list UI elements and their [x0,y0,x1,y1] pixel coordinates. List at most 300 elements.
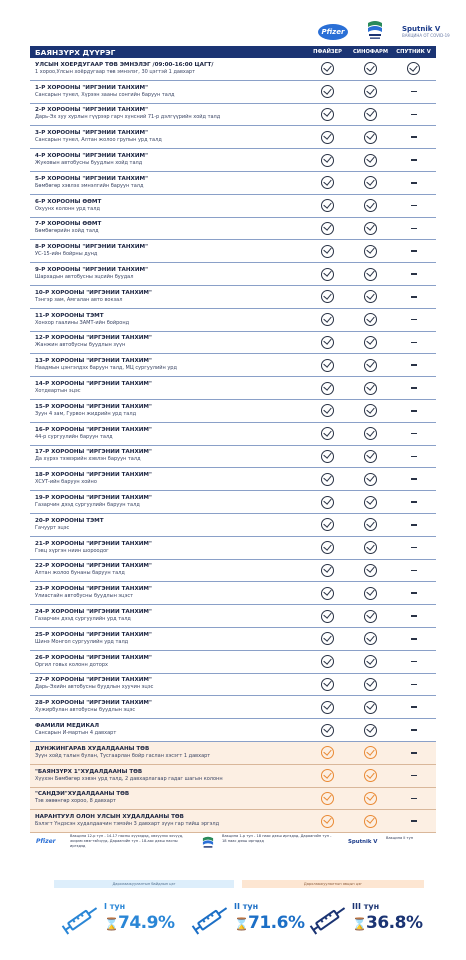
site-title: 16-Р ХОРООНЫ "ИРГЭНИЙ ТАНХИМ" [35,426,152,433]
site-title: 24-Р ХОРООНЫ "ИРГЭНИЙ ТАНХИМ" [35,609,152,616]
site-address: Гэвц хүргэн ниин шороодог [35,547,109,554]
cell-sinopharm [349,651,392,673]
dose-percent: 71.6% [248,913,305,933]
site-name [30,651,306,673]
site-address: Хүүхэн Бөмбөгөр хэвэн урд талд, 2 давхарлагаар гадаг шагын колонн [35,775,223,782]
table-row [30,446,436,469]
cell-sputnik [392,605,435,627]
site-title: ДУНЖИНГАРАВ ХУДАЛДААНЫ ТӨВ [35,745,150,752]
check-circle-icon [321,496,334,509]
cell-sputnik [392,309,435,331]
check-circle-icon [364,382,377,395]
cell-sinopharm [349,514,392,536]
check-circle-icon [364,724,377,737]
site-address: Да хүрээ тээвэрийн хэвлэн баруун талд [35,456,141,463]
dose-label: I тун [104,902,126,911]
dash-icon [411,615,417,617]
cell-pfizer [306,286,349,308]
cell-pfizer [306,354,349,376]
check-circle-icon [321,541,334,554]
check-circle-icon [364,496,377,509]
cell-sputnik [392,81,435,103]
site-address: Хонхор гаалины ЗАМТ-ийн бойронд [35,319,130,326]
site-name [30,605,306,627]
cell-sputnik [392,582,435,604]
dose-label: III тун [352,902,380,911]
check-circle-icon [364,176,377,189]
site-name [30,537,306,559]
check-circle-icon [321,313,334,326]
site-title: НАРАНТУУЛ ОЛОН УЛСЫН ХУДАЛДААНЫ ТӨВ [35,814,184,821]
site-address: Сансарын И-мартын 4 давхарт [35,730,117,736]
site-title: 7-Р ХОРООНЫ ӨӨМТ [35,221,102,228]
site-name [30,468,306,490]
site-title: ФАМИЛИ МЕДИКАЛ [35,723,99,729]
check-circle-icon [364,746,377,759]
site-name [30,560,306,582]
table-row [30,195,436,218]
site-title: 10-Р ХОРООНЫ "ИРГЭНИЙ ТАНХИМ" [35,289,152,296]
cell-sputnik [392,240,435,262]
check-circle-icon [364,62,377,75]
legend-sinopharm-logo [200,836,216,852]
check-circle-icon [321,792,334,805]
cell-sputnik [392,514,435,536]
cell-sinopharm [349,309,392,331]
site-address: Газарчин дээд сургуулийн урд талд [35,616,131,623]
syringe-icon [190,902,232,936]
cell-sputnik [392,400,435,422]
table-row [30,742,436,765]
site-name [30,674,306,696]
cell-pfizer [306,400,349,422]
site-title: 18-Р ХОРООНЫ "ИРГЭНИЙ ТАНХИМ" [35,472,152,479]
site-name [30,309,306,331]
stat-dose-2 [190,896,320,942]
cell-sinopharm [349,81,392,103]
check-circle-icon [321,632,334,645]
check-circle-icon [364,610,377,623]
site-address: Жанжин автобусны буудлын зүүн [35,342,126,349]
cell-sinopharm [349,400,392,422]
check-circle-icon [321,336,334,349]
check-circle-icon [364,792,377,805]
site-address: Зуун 4 зам, Гурвон жидрийн урд талд [35,410,137,417]
cell-sputnik [392,468,435,490]
table-row [30,696,436,719]
site-name [30,81,306,103]
dash-icon [411,661,417,663]
site-address: Сансарын тунел, Хүрээн зааны сонгийн баруун талд [35,91,175,98]
site-name [30,788,306,810]
table-row [30,286,436,309]
dash-icon [411,570,417,572]
site-address: Хужирбулан автобусны буудлын эцэс [35,707,136,714]
cell-pfizer [306,58,349,80]
cell-sputnik [392,149,435,171]
table-row [30,354,436,377]
site-name [30,400,306,422]
site-title: 8-Р ХОРООНЫ "ИРГЭНИЙ ТАНХИМ" [35,244,149,251]
pfizer-logo: Pfizer [318,24,348,40]
cell-sputnik [392,172,435,194]
cell-sputnik [392,788,435,810]
cell-sinopharm [349,696,392,718]
check-circle-icon [321,382,334,395]
stat-dose-3 [308,896,438,942]
cell-sinopharm [349,788,392,810]
table-row [30,468,436,491]
check-circle-icon [321,154,334,167]
cell-sputnik [392,651,435,673]
col-pfizer: ПФАЙЗЕР [313,49,342,55]
cell-sputnik [392,742,435,764]
site-name [30,423,306,445]
cell-pfizer [306,423,349,445]
check-circle-icon [364,199,377,212]
check-circle-icon [321,564,334,577]
cell-sputnik [392,58,435,80]
cell-sinopharm [349,605,392,627]
table-row [30,628,436,651]
site-name [30,149,306,171]
cell-sinopharm [349,582,392,604]
legend-sinopharm-text: Вакцина 1-р тун - 18 наас дээш иргэдэд. Дараагийн тун - 18 наас дээш иргэдэд [222,834,332,843]
site-title: 22-Р ХОРООНЫ "ИРГЭНИЙ ТАНХИМ" [35,563,152,570]
legend [30,832,436,862]
cell-sinopharm [349,377,392,399]
sputnik-logo-sub: ВАКЦИНА ОТ COVID-19 [402,33,450,38]
site-title: 13-Р ХОРООНЫ "ИРГЭНИЙ ТАНХИМ" [35,358,152,365]
site-address: Бөмбөгөрийн хойд талд [35,228,99,235]
check-circle-icon [364,404,377,417]
cell-pfizer [306,218,349,240]
check-circle-icon [321,108,334,121]
cell-sinopharm [349,286,392,308]
table-row [30,491,436,514]
cell-sinopharm [349,58,392,80]
site-address: Зүүн хойд талын булан, Тусгаарлан бойр гаслан хэсэгт 1 давхарт [35,752,211,759]
cell-sputnik [392,491,435,513]
cell-sinopharm [349,674,392,696]
table-row [30,400,436,423]
check-circle-icon [321,724,334,737]
cell-sputnik [392,377,435,399]
check-circle-icon [364,632,377,645]
site-address: Наадмын цэнгэлдэх баруун талд, МЦ сургуулийн урд [35,365,177,372]
cell-sputnik [392,218,435,240]
dash-icon [411,273,417,275]
dash-icon [411,501,417,503]
site-address: Оргил говьх колонн доторх [35,661,108,668]
site-name [30,126,306,148]
check-circle-icon [364,701,377,714]
cell-pfizer [306,81,349,103]
table-row [30,651,436,674]
site-title: 11-Р ХОРООНЫ ТЭМТ [35,312,104,319]
check-circle-icon [321,199,334,212]
table-row [30,58,436,81]
table-row [30,765,436,788]
site-address: Охуунх колонн урд талд [35,205,100,212]
dash-icon [411,205,417,207]
cell-pfizer [306,104,349,126]
cell-sinopharm [349,149,392,171]
table-row [30,788,436,811]
dash-icon [411,136,417,138]
site-name [30,58,306,80]
table-row [30,514,436,537]
site-address: Шархадын автобусны эцсийн буудал [35,274,134,281]
check-circle-icon [364,268,377,281]
table-row [30,674,436,697]
site-title: 4-Р ХОРООНЫ "ИРГЭНИЙ ТАНХИМ" [35,153,149,160]
check-circle-icon [321,62,334,75]
site-name [30,172,306,194]
site-title: 23-Р ХОРООНЫ "ИРГЭНИЙ ТАНХИМ" [35,586,152,593]
cell-sinopharm [349,104,392,126]
syringe-icon [60,902,102,936]
site-title: 28-Р ХОРООНЫ "ИРГЭНИЙ ТАНХИМ" [35,700,152,707]
site-name [30,263,306,285]
dash-icon [411,319,417,321]
check-circle-icon [321,655,334,668]
site-title: 12-Р ХОРООНЫ "ИРГЭНИЙ ТАНХИМ" [35,335,152,342]
cell-sinopharm [349,491,392,513]
check-circle-icon [321,587,334,600]
dash-icon [411,364,417,366]
cell-sputnik [392,195,435,217]
table-row [30,126,436,149]
table-body [30,58,436,833]
cell-pfizer [306,309,349,331]
dose-percent: 74.9% [118,913,175,933]
site-address: 1 хороо,Улсын хоёрдугаар төв эмнэлэг, 30 цэгтэй 1 давхарт [35,68,196,75]
check-circle-icon [364,450,377,463]
dash-icon [411,729,417,731]
cell-pfizer [306,514,349,536]
cell-sinopharm [349,332,392,354]
cell-pfizer [306,377,349,399]
cell-sinopharm [349,742,392,764]
cell-pfizer [306,491,349,513]
check-circle-icon [364,336,377,349]
cell-pfizer [306,332,349,354]
check-circle-icon [364,131,377,144]
cell-pfizer [306,605,349,627]
dash-icon [411,820,417,822]
table-row [30,582,436,605]
cell-sputnik [392,332,435,354]
table-row [30,423,436,446]
table-row [30,810,436,833]
site-address: Бөмбөгөр хэвлэх эмнэлгийн баруун талд [35,182,144,189]
cell-sinopharm [349,263,392,285]
site-address: Хотдеартын эцэс [35,388,81,395]
check-circle-icon [321,131,334,144]
site-address: ХСУТ-ийн баруун хойно [35,479,97,486]
site-name [30,491,306,513]
check-circle-icon [321,268,334,281]
dash-icon [411,456,417,458]
check-circle-icon [364,564,377,577]
table-row [30,149,436,172]
dash-icon [411,706,417,708]
table-row [30,172,436,195]
site-name [30,810,306,832]
cell-sputnik [392,628,435,650]
table-row [30,263,436,286]
check-circle-icon [364,518,377,531]
cell-sinopharm [349,240,392,262]
site-address: Улиастайн автобусны буудлын эцэст [35,593,133,600]
table-row [30,104,436,127]
dash-icon [411,433,417,435]
hourglass-icon: ⌛ [104,917,119,931]
cell-sinopharm [349,765,392,787]
cell-sputnik [392,719,435,741]
check-circle-icon [364,473,377,486]
site-title: 5-Р ХОРООНЫ "ИРГЭНИЙ ТАНХИМ" [35,175,149,182]
check-circle-icon [364,815,377,828]
check-circle-icon [321,473,334,486]
site-title: 27-Р ХОРООНЫ "ИРГЭНИЙ ТАНХИМ" [35,677,152,684]
check-circle-icon [321,610,334,623]
cell-sinopharm [349,628,392,650]
cell-pfizer [306,263,349,285]
check-circle-icon [321,404,334,417]
dash-icon [411,638,417,640]
sinopharm-logo [364,20,386,42]
site-name [30,286,306,308]
site-title: 19-Р ХОРООНЫ "ИРГЭНИЙ ТАНХИМ" [35,495,152,502]
check-circle-icon [364,359,377,372]
site-address: Бэлэгт Үндэсэн худалдаачин тэмэйн 3 давхарт зүүн гар тийш эргэлд [35,821,220,828]
cell-sputnik [392,696,435,718]
cell-sputnik [392,537,435,559]
site-name [30,240,306,262]
cell-sinopharm [349,423,392,445]
dash-icon [411,684,417,686]
check-circle-icon [364,678,377,691]
stat-dose-1 [60,896,190,942]
site-name [30,582,306,604]
cell-sputnik [392,765,435,787]
table-row [30,332,436,355]
cell-sinopharm [349,719,392,741]
site-title: 6-Р ХОРООНЫ ӨӨМТ [35,198,102,205]
check-circle-icon [364,587,377,600]
site-name [30,377,306,399]
cell-sputnik [392,286,435,308]
check-circle-icon [364,769,377,782]
site-address: Алтан жолоо бунаны баруун талд [35,570,125,577]
table-row [30,218,436,241]
dash-icon [411,798,417,800]
site-address: Дарь-Эх зуу хурлын гүүрээр гарч хүнсний 71-р дэлгүүрийн хойд талд [35,114,221,121]
cell-pfizer [306,446,349,468]
dash-icon [411,387,417,389]
site-name [30,104,306,126]
cell-pfizer [306,651,349,673]
cell-sputnik [392,263,435,285]
check-circle-icon [407,62,420,75]
cell-pfizer [306,582,349,604]
check-circle-icon [364,85,377,98]
cell-pfizer [306,788,349,810]
table-row [30,240,436,263]
check-circle-icon [364,290,377,303]
check-circle-icon [321,245,334,258]
sputnik-logo [402,25,450,38]
dash-icon [411,592,417,594]
cell-pfizer [306,742,349,764]
bar-left: Дархлаажуулалтын байдлын цэг [54,880,234,888]
site-name [30,446,306,468]
check-circle-icon [364,313,377,326]
legend-sputnik-logo: Sputnik V [348,839,378,845]
cell-pfizer [306,149,349,171]
site-title: 17-Р ХОРООНЫ "ИРГЭНИЙ ТАНХИМ" [35,449,152,456]
bar-right: Дархлаажуулалтын явцын цэг [242,880,424,888]
cell-sinopharm [349,354,392,376]
vaccine-logos [0,20,466,46]
check-circle-icon [321,518,334,531]
check-circle-icon [321,769,334,782]
dose-percent: 36.8% [366,913,423,933]
site-address: Жуковын автобусны буудлын хойд талд [35,160,143,167]
cell-pfizer [306,468,349,490]
dose-stats [40,896,440,942]
check-circle-icon [321,85,334,98]
check-circle-icon [364,541,377,554]
site-address: Гачуурт эцэс [35,524,70,531]
site-address: 44-р сургуулийн баруун талд [35,433,113,440]
cell-sputnik [392,354,435,376]
check-circle-icon [321,678,334,691]
cell-sputnik [392,446,435,468]
site-name [30,696,306,718]
site-name [30,628,306,650]
cell-pfizer [306,537,349,559]
site-name [30,332,306,354]
district-title: БАЯНЗҮРХ ДҮҮРЭГ [35,47,116,57]
site-title: 20-Р ХОРООНЫ ТЭМТ [35,517,104,524]
site-title: "БАЯНЗҮРХ 1"ХУДАЛДААНЫ ТӨВ [35,768,143,775]
cell-sinopharm [349,172,392,194]
vaccination-sites-table [30,46,436,833]
site-title: 1-Р ХОРООНЫ "ИРГЭНИЙ ТАНХИМ" [35,84,149,91]
cell-sputnik [392,560,435,582]
site-name [30,765,306,787]
table-row [30,605,436,628]
dash-icon [411,114,417,116]
check-circle-icon [364,108,377,121]
status-bars [54,880,424,888]
legend-sputnik-text: Вакцина Il тун [386,836,414,840]
site-title: "САНДЭЙ"ХУДАЛДААНЫ ТӨВ [35,791,130,798]
site-address: Сансарын тунел, Алтан жолоо групын урд талд [35,137,162,144]
table-row [30,537,436,560]
dash-icon [411,524,417,526]
site-title: 26-Р ХОРООНЫ "ИРГЭНИЙ ТАНХИМ" [35,654,152,661]
cell-sinopharm [349,195,392,217]
site-address: Шинэ Монгол сургуулийн урд талд [35,638,129,645]
cell-pfizer [306,674,349,696]
check-circle-icon [321,450,334,463]
cell-pfizer [306,240,349,262]
site-title: 25-Р ХОРООНЫ "ИРГЭНИЙ ТАНХИМ" [35,631,152,638]
